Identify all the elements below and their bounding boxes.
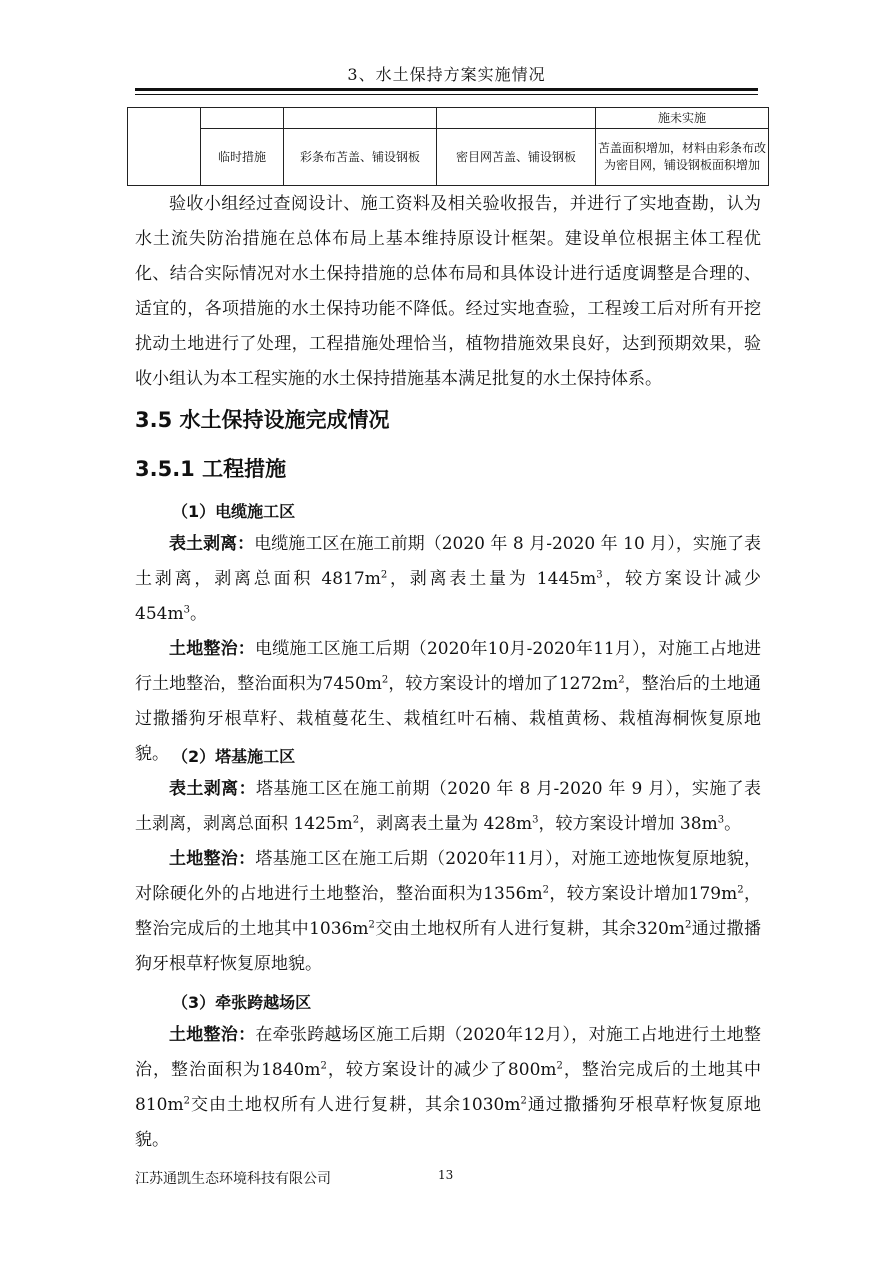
superscript: 2	[556, 1060, 563, 1072]
text: 交由土地权所有人进行复耕，其余320m	[374, 919, 685, 939]
area-heading: （2）塔基施工区	[172, 747, 296, 766]
superscript: 2	[380, 569, 388, 581]
item-label: 表土剥离：	[169, 779, 256, 799]
text: 。	[724, 814, 742, 834]
table-cell-empty	[284, 108, 437, 129]
text: 电缆施工区施工后期（2020年10月-2020年11月），对施工占地进行土地整治，整治面积为7450m	[135, 639, 761, 694]
intro-paragraph: 验收小组经过查阅设计、施工资料及相关验收报告，并进行了实地查勘，认为水土流失防治措施在总体布局上基本维持原设计框架。建设单位根据主体工程优化、结合实际情况对水土保持措施的总体布局和具体设计进行适度调整是合理的、适宜的，各项措施的水土保持功能不降低。经过实地查验，工程竣工后对所有开挖扰动土地进行了处理，工程措施处理恰当，植物措施效果良好，达到预期效果，验收小组认为本工程实施的水土保持措施基本满足批复的水土保持体系。	[135, 194, 761, 389]
superscript: 2	[684, 919, 692, 931]
superscript: 3	[532, 814, 539, 826]
superscript: 2	[368, 919, 375, 931]
text: 塔基施工区在施工前期（2020 年 8 月-2020 年 9 月），实施了表土剥离，剥离总面积 1425m	[135, 779, 762, 834]
section-title: 3.5 水土保持设施完成情况	[135, 408, 390, 432]
superscript: 2	[737, 884, 744, 896]
table-row	[128, 129, 769, 186]
table-cell-empty	[437, 108, 596, 129]
intro-block	[135, 187, 761, 397]
area-heading: （1）电缆施工区	[172, 502, 296, 521]
text: 塔基施工区在施工后期（2020年11月），对施工迹地恢复原地貌，对除硬化外的占地进行土地整治，整治面积为1356m	[135, 849, 761, 904]
paragraph	[135, 842, 761, 982]
area-2-block	[135, 772, 761, 982]
paragraph	[135, 772, 761, 842]
superscript: 2	[381, 674, 389, 686]
item-label: 土地整治：	[169, 1025, 256, 1045]
text: 电缆施工区在施工前期（2020 年 8 月-2020 年 10 月），实施了表土剥离，剥离总面积 4817m	[135, 534, 761, 589]
text: ，较方案设计的增加了1272m	[388, 674, 619, 694]
measures-table	[127, 107, 769, 186]
superscript: 3	[717, 814, 725, 826]
text: ，较方案设计的减少了800m	[326, 1060, 557, 1080]
item-label: 土地整治：	[169, 639, 255, 659]
area-3-block	[135, 1018, 761, 1158]
table-cell-change: 苫盖面积增加，材料由彩条布改为密目网，铺设钢板面积增加	[596, 129, 769, 186]
footer-company: 江苏通凯生态环境科技有限公司	[135, 1171, 331, 1187]
table-cell-plan: 彩条布苫盖、铺设钢板	[284, 129, 437, 186]
text: 通过撒播狗牙根草籽恢复原地貌。	[135, 919, 761, 974]
text: ，整治完成后的土地其中1036m	[135, 884, 762, 939]
subsection-title: 3.5.1 工程措施	[135, 457, 287, 481]
item-label: 土地整治：	[169, 849, 256, 869]
text: 交由土地权所有人进行复耕，其余1030m	[189, 1095, 521, 1115]
superscript: 2	[183, 1095, 190, 1107]
table-cell-note: 施未实施	[596, 108, 769, 129]
area-1-block	[135, 527, 761, 772]
table-row	[128, 108, 769, 129]
text: 在牵张跨越场区施工后期（2020年12月），对施工占地进行土地整治，整治面积为1840m	[135, 1025, 761, 1080]
superscript: 2	[520, 1095, 527, 1107]
text: 通过撒播狗牙根草籽恢复原地貌。	[135, 1095, 762, 1150]
table-cell-measure-type: 临时措施	[201, 129, 284, 186]
superscript: 3	[596, 569, 603, 581]
area-heading: （3）牵张跨越场区	[172, 993, 312, 1012]
table-cell-empty	[201, 108, 284, 129]
superscript: 2	[542, 884, 549, 896]
superscript: 3	[183, 604, 190, 616]
text: ，剥离表土量为 1445m	[387, 569, 597, 589]
item-label: 表土剥离：	[169, 534, 255, 554]
header-rule-thick	[135, 88, 758, 91]
text: ，较方案设计减少 454m	[135, 569, 761, 624]
header-rule-thin	[135, 94, 758, 95]
text: ，较方案设计增加 38m	[538, 814, 718, 834]
text: ，整治完成后的土地其中810m	[135, 1060, 761, 1115]
superscript: 2	[352, 814, 360, 826]
text: ，较方案设计增加179m	[548, 884, 738, 904]
paragraph	[135, 527, 761, 632]
table-cell-category	[128, 108, 201, 186]
text: ，整治后的土地通过撒播狗牙根草籽、栽植蔓花生、栽植红叶石楠、栽植黄杨、栽植海桐恢复原地貌。	[135, 674, 761, 764]
superscript: 2	[618, 674, 625, 686]
superscript: 2	[320, 1060, 327, 1072]
paragraph	[135, 1018, 761, 1158]
text: 。	[189, 604, 207, 624]
text: ，剥离表土量为 428m	[359, 814, 533, 834]
table-cell-actual: 密目网苫盖、铺设钢板	[437, 129, 596, 186]
page-header-title: 3、水土保持方案实施情况	[347, 65, 546, 84]
page-number: 13	[438, 1168, 454, 1182]
